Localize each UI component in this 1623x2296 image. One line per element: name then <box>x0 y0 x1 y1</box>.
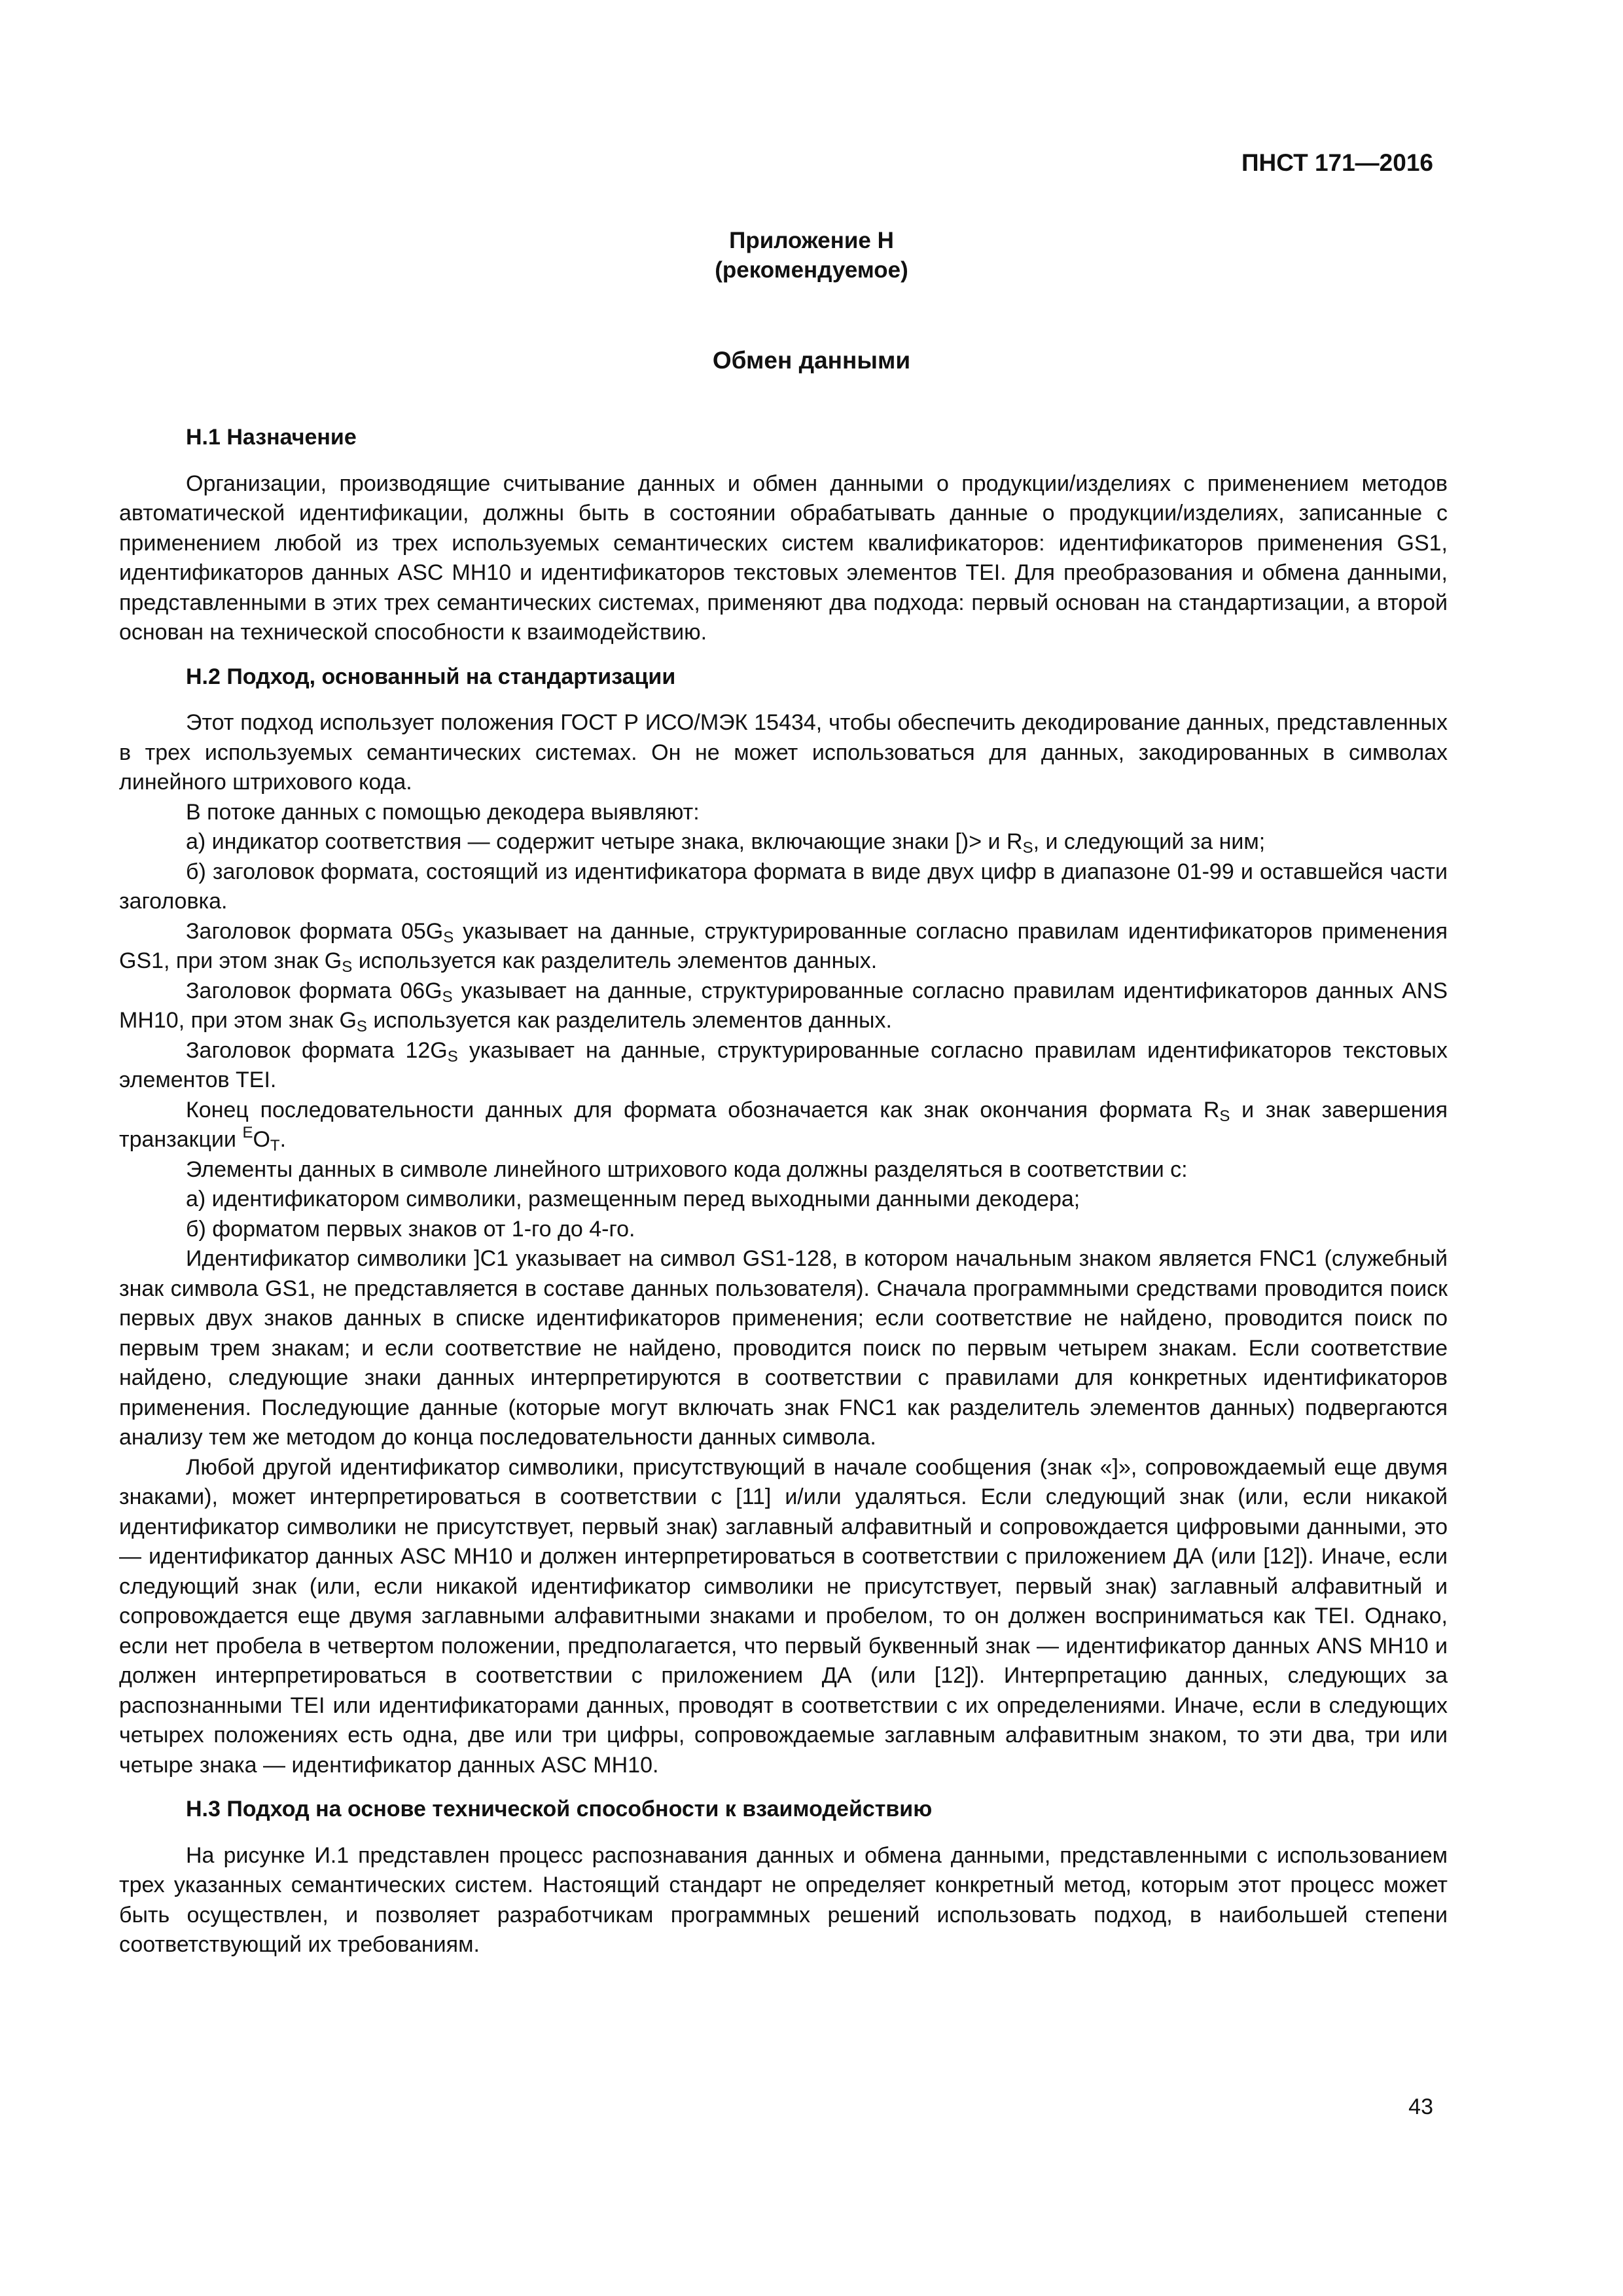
paragraph: Любой другой идентификатор символики, присутствующий в начале сообщения (знак «]», сопровождаемый еще двумя знаками), может интерпретироваться в соответствии с [11] и/или удаляться. Если следующий знак (или, если никакой идентификатор символики не присутствует, первый знак) заглавный алфавитный и сопровождается цифровыми данными, это — идентификатор данных ASC MH10 и должен интерпретироваться в соответствии с приложением ДА (или [12]). Иначе, если следующий знак (или, если никакой идентификатор символики не присутствует, первый знак) заглавный алфавитный и сопровождается еще двумя заглавными алфавитными знаками и пробелом, то он должен восприниматься как TEI. Однако, если нет пробела в четвертом положении, предполагается, что первый буквенный знак — идентификатор данных ANS MH10 и должен интерпретироваться в соответствии с приложением ДА (или [12]). Интерпретацию данных, следующих за распознанными TEI или идентификаторами данных, проводят в соответствии с их определениями. Иначе, если в следующих четырех положениях есть одна, две или три цифры, сопровождаемые заглавным алфавитным знаком, то эти два, три или четыре знака — идентификатор данных ASC MH10. <box>119 1454 1448 1778</box>
section-heading-h1: Н.1 Назначение <box>186 425 357 450</box>
list-item-conformance: а) индикатор соответствия — содержит четыре знака, включающие знаки [)> и $R_S$, и следующий за ним; <box>186 829 1266 857</box>
list-item: а) идентификатором символики, размещенным перед выходными данными декодера; <box>186 1187 1080 1211</box>
paragraph-format-12: Заголовок формата $12G_S$ указывает на данные, структурированные согласно правилам идентификаторов текстовых элементов TEI. <box>119 1037 1448 1092</box>
list-item-format-header: б) заголовок формата, состоящий из идентификатора формата в виде двух цифр в диапазоне 01-99 и оставшейся части заголовка. <box>119 859 1448 914</box>
paragraph: В потоке данных с помощью декодера выявляют: <box>186 799 700 825</box>
annex-heading <box>0 226 1623 285</box>
document-body <box>119 423 1448 1960</box>
paragraph: Организации, производящие считывание данных и обмен данными о продукции/изделиях с применением методов автоматической идентификации, должны быть в состоянии обрабатывать данные о продукции/изделиях, записанные с применением любой из трех используемых семантических систем квалификаторов: идентификаторов применения GS1, идентификаторов данных ASC MH10 и идентификаторов текстовых элементов TEI. Для преобразования и обмена данными, представленными в этих трех семантических системах, применяют два подхода: первый основан на стандартизации, а второй основан на технической способности к взаимодействию. <box>119 471 1448 645</box>
page-title: Обмен данными <box>712 347 911 374</box>
document-code: ПНСТ 171—2016 <box>1241 149 1433 176</box>
paragraph-end-of-data: Конец последовательности данных для формата обозначается как знак окончания формата $R_S$ и знак завершения транзакции $^EO_T$. <box>119 1097 1448 1155</box>
section-heading-h3: Н.3 Подход на основе технической способности к взаимодействию <box>186 1797 933 1821</box>
page-number: 43 <box>1408 2094 1433 2119</box>
paragraph: На рисунке И.1 представлен процесс распознавания данных и обмена данными, представленными с использованием трех указанных семантических систем. Настоящий стандарт не определяет конкретный метод, которым этот процесс может быть осуществлен, и позволяет разработчикам программных решений использовать подход, в наибольшей степени соответствующий их требованиям. <box>119 1842 1448 1957</box>
annex-status: (рекомендуемое) <box>715 257 908 283</box>
list-item: б) форматом первых знаков от 1-го до 4-го. <box>186 1216 635 1242</box>
annex-title: Приложение Н <box>729 228 894 253</box>
paragraph-format-06: Заголовок формата $06G_S$ указывает на данные, структурированные согласно правилам идентификаторов данных ANS MH10, при этом знак $G_S$ используется как разделитель элементов данных. <box>119 978 1448 1035</box>
paragraph: Идентификатор символики ]C1 указывает на символ GS1-128, в котором начальным знаком является FNC1 (служебный знак символа GS1, не представляется в составе данных пользователя). Сначала программными средствами проводится поиск первых двух знаков данных в списке идентификаторов применения; если соответствие не найдено, проводится поиск по первым трем знакам; и если соответствие не найдено, проводится поиск по первым четырем знакам. Если соответствие найдено, следующие знаки данных интерпретируются в соответствии с правилами для конкретных идентификаторов применения. Последующие данные (которые могут включать знак FNC1 как разделитель элементов данных) подвергаются анализу тем же методом до конца последовательности данных символа. <box>119 1246 1448 1450</box>
section-heading-h2: Н.2 Подход, основанный на стандартизации <box>186 664 676 689</box>
paragraph: Этот подход использует положения ГОСТ Р ИСО/МЭК 15434, чтобы обеспечить декодирование данных, представленных в трех используемых семантических системах. Он не может использоваться для данных, закодированных в символах линейного штрихового кода. <box>119 710 1448 795</box>
paragraph-format-05: Заголовок формата $05G_S$ указывает на данные, структурированные согласно правилам идентификаторов применения GS1, при этом знак $G_S$ используется как разделитель элементов данных. <box>119 918 1448 976</box>
paragraph: Элементы данных в символе линейного штрихового кода должны разделяться в соответствии с: <box>186 1157 1188 1182</box>
